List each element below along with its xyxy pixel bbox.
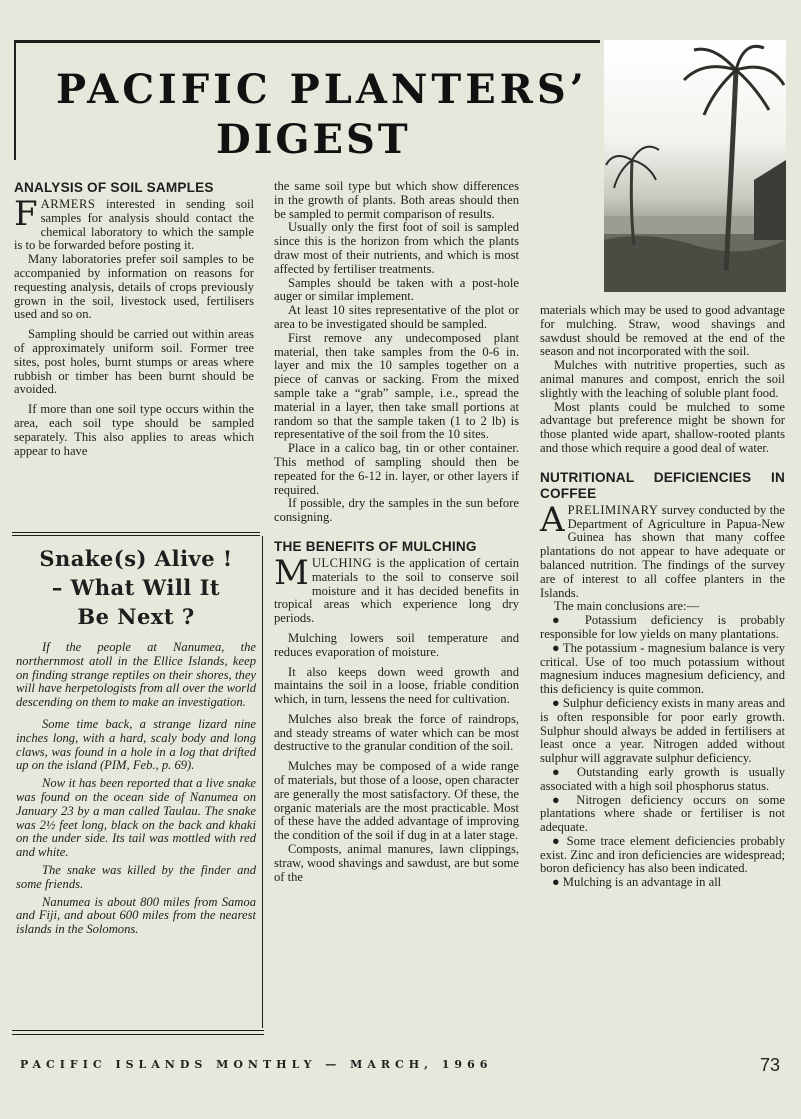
snake-paragraph-5: Nanumea is about 800 miles from Samoa and Fiji, and about 600 miles from the nearest islands in the Solomons. xyxy=(16,894,256,937)
snake-paragraph-2: Some time back, a strange lizard nine inches long, with a hard, scaly body and long claws, was found in a hole in a log that drifted up on the island (PIM, Feb., p. 69). xyxy=(16,716,256,773)
snake-title-line-3: Be Next ? xyxy=(77,604,195,629)
soil-paragraph-1 xyxy=(14,194,254,253)
soil-continued-7: If possible, dry the samples in the sun before consigning. xyxy=(274,496,519,525)
snake-body xyxy=(12,641,260,937)
masthead xyxy=(14,40,600,163)
soil-heading: ANALYSIS OF SOIL SAMPLES xyxy=(14,180,214,195)
soil-column-1 xyxy=(14,180,254,458)
soil-paragraph-3: Sampling should be carried out within areas of approximately uniform soil. Former tree sites, post holes, burnt stumps or areas where rubbish or timber has been burnt should be avoided. xyxy=(14,327,254,397)
soil-continued-5: First remove any undecomposed plant material, then take samples from the 0-6 in. layer and mix the 10 samples together on a piece of canvas or sacking. From the mixed sample take a “grab” sample, i.e., spread the material in a layer, then take small portions at random so that the sample taken (1 to 2 lb) is representative of the soil from the 10 sites. xyxy=(274,330,519,442)
snake-paragraph-1: If the people at Nanumea, the northernmost atoll in the Ellice Islands, keep on finding strange reptiles on their shores, they will have herpetologists from all over the world descending on them to make an investigation. xyxy=(16,640,256,710)
mulch-heading: THE BENEFITS OF MULCHING xyxy=(274,538,477,554)
mulch-paragraph-3: It also keeps down weed growth and maintains the soil in a loose, friable condition which, in turn, lessens the need for cultivation. xyxy=(274,664,519,707)
soil-drop-cap: F xyxy=(14,194,38,234)
mulch-paragraph-2: Mulching lowers soil temperature and reduces evaporation of moisture. xyxy=(274,630,519,659)
coffee-drop-cap: A xyxy=(540,499,565,540)
mulch-continued-1: materials which may be used to good advantage for mulching. Straw, wood shavings and sawdust should be removed at the end of the season and not incorporated with the soil. xyxy=(540,303,785,359)
coffee-bullet-7: ● Mulching is an advantage in all xyxy=(552,875,722,890)
soil-continued-4: At least 10 sites representative of the plot or area to be investigated should be sampled. xyxy=(274,303,519,331)
coffee-bullet-1: ● Potassium deficiency is probably responsible for low yields on many plantations. xyxy=(540,613,785,641)
snake-box-rule-top xyxy=(12,532,260,533)
snake-box-rule-bottom xyxy=(12,1030,264,1031)
snake-box-rule-right xyxy=(262,536,263,1028)
mulch-paragraph-1-text: is the application of certain materials to the soil to conserve soil moisture and it has decided benefits in tropical areas which experience long dry periods. xyxy=(274,555,519,626)
footer-publication: PACIFIC ISLANDS MONTHLY — MARCH, 1966 xyxy=(20,1058,493,1071)
coffee-bullet-5: ● Nitrogen deficiency occurs on some plantations where shade or fertiliser is not adequate. xyxy=(540,792,785,835)
coffee-paragraph-1 xyxy=(540,499,785,601)
mulch-continued-3: Most plants could be mulched to some advantage but preference might be shown for those planted wide apart, shallow-rooted plants and those which require a good deal of water. xyxy=(540,399,785,455)
mulch-drop-cap: M xyxy=(274,552,309,593)
soil-paragraph-1-text: interested in sending soil samples for analysis should contact the chemical laboratory to which the sample is to be forwarded before posting it. xyxy=(14,197,254,253)
soil-lead: ARMERS xyxy=(40,197,96,211)
mulch-paragraph-4: Mulches also break the force of raindrops, and steady streams of water which can be most destructive to the granular condition of the soil. xyxy=(274,711,519,754)
soil-column-2 xyxy=(274,180,519,884)
mulch-column-3 xyxy=(540,304,785,890)
soil-continued-2: Usually only the first foot of soil is sampled since this is the horizon from which the plants draw most of their nutrients, and which is most affected by fertiliser treatments. xyxy=(274,220,519,276)
soil-continued-3: Samples should be taken with a post-hole auger or similar implement. xyxy=(274,275,519,304)
soil-continued-6: Place in a calico bag, tin or other container. This method of sampling should then be repeated for the 6-12 in. layer, or other layers if required. xyxy=(274,441,519,497)
snake-article xyxy=(12,536,260,937)
coffee-bullet-6: ● Some trace element deficiencies probably exist. Zinc and iron deficiencies are widespread; boron deficiency has also been indicated. xyxy=(540,833,785,876)
coffee-paragraph-2: The main conclusions are:— xyxy=(554,599,700,614)
mulch-lead: ULCHING xyxy=(311,555,372,570)
soil-paragraph-2: Many laboratories prefer soil samples to be accompanied by information on reasons for requesting analysis, details of crops previously grown in the soil, livestock used, fertilisers used and so on. xyxy=(14,252,254,322)
page-number: 73 xyxy=(760,1055,781,1075)
coffee-bullet-4: ● Outstanding early growth is usually associated with a high soil phosphorus status. xyxy=(540,764,785,793)
coffee-heading: NUTRITIONAL DEFICIENCIES IN COFFEE xyxy=(540,469,785,501)
palm-tree-icon xyxy=(604,40,786,292)
coffee-bullet-2: ● The potassium - magnesium balance is very critical. Use of too much potassium without magnesium induces magnesium deficiency, and this deficiency is quite common. xyxy=(540,640,785,697)
snake-title-line-1: Snake(s) Alive ! xyxy=(39,546,233,571)
soil-continued-1: the same soil type but which show differences in the growth of plants. Both areas should then be sampled to permit comparison of results. xyxy=(274,179,519,221)
snake-title xyxy=(12,544,260,631)
coffee-lead: PRELIMINARY xyxy=(567,502,659,517)
soil-paragraph-4: If more than one soil type occurs within the area, each soil type should be sampled separately. This also applies to areas which appear to have xyxy=(14,402,254,458)
masthead-line-1: PACIFIC PLANTERS’ xyxy=(56,66,588,113)
snake-box-rule-bottom-2 xyxy=(12,1034,264,1035)
snake-paragraph-3: Now it has been reported that a live snake was found on the ocean side of Nanumea on January 23 by a man called Taulau. The snake was 2½ feet long, black on the back and khaki on the under side. Its tail was mottled with red and white. xyxy=(16,776,256,860)
mulch-paragraph-5: Mulches may be composed of a wide range of materials, but those of a loose, open character are generally the most satisfactory. Of these, the organic materials are the most practicable. Most of these have the added advantage of improving the condition of the soil if dug in at a later stage. xyxy=(274,759,519,843)
masthead-line-2: DIGEST xyxy=(216,116,411,163)
coffee-paragraph-1-text: survey conducted by the Department of Agriculture in Papua-New Guinea has shown that many coffee plantations do not appear to have adequate or balanced nutrition. The findings of the survey are of interest to all coffee planters in the Islands. xyxy=(540,502,785,600)
mulch-paragraph-1 xyxy=(274,552,519,626)
mulch-continued-2: Mulches with nutritive properties, such as animal manures and compost, enrich the soil slightly with the leaching of soluble plant food. xyxy=(540,358,785,400)
snake-title-line-2: – What Will It xyxy=(51,575,221,600)
snake-paragraph-4: The snake was killed by the finder and some friends. xyxy=(16,862,256,891)
palm-tree-photo xyxy=(604,40,786,292)
coffee-bullet-3: ● Sulphur deficiency exists in many areas and is often responsible for poor early growth. Sulphur should always be added in fertilisers at least once a year. Nitrogen added without sulphur will aggravate sulphur deficiency. xyxy=(540,695,785,766)
mulch-paragraph-6: Composts, animal manures, lawn clippings, straw, wood shavings and sawdust, are but some of the xyxy=(274,842,519,884)
